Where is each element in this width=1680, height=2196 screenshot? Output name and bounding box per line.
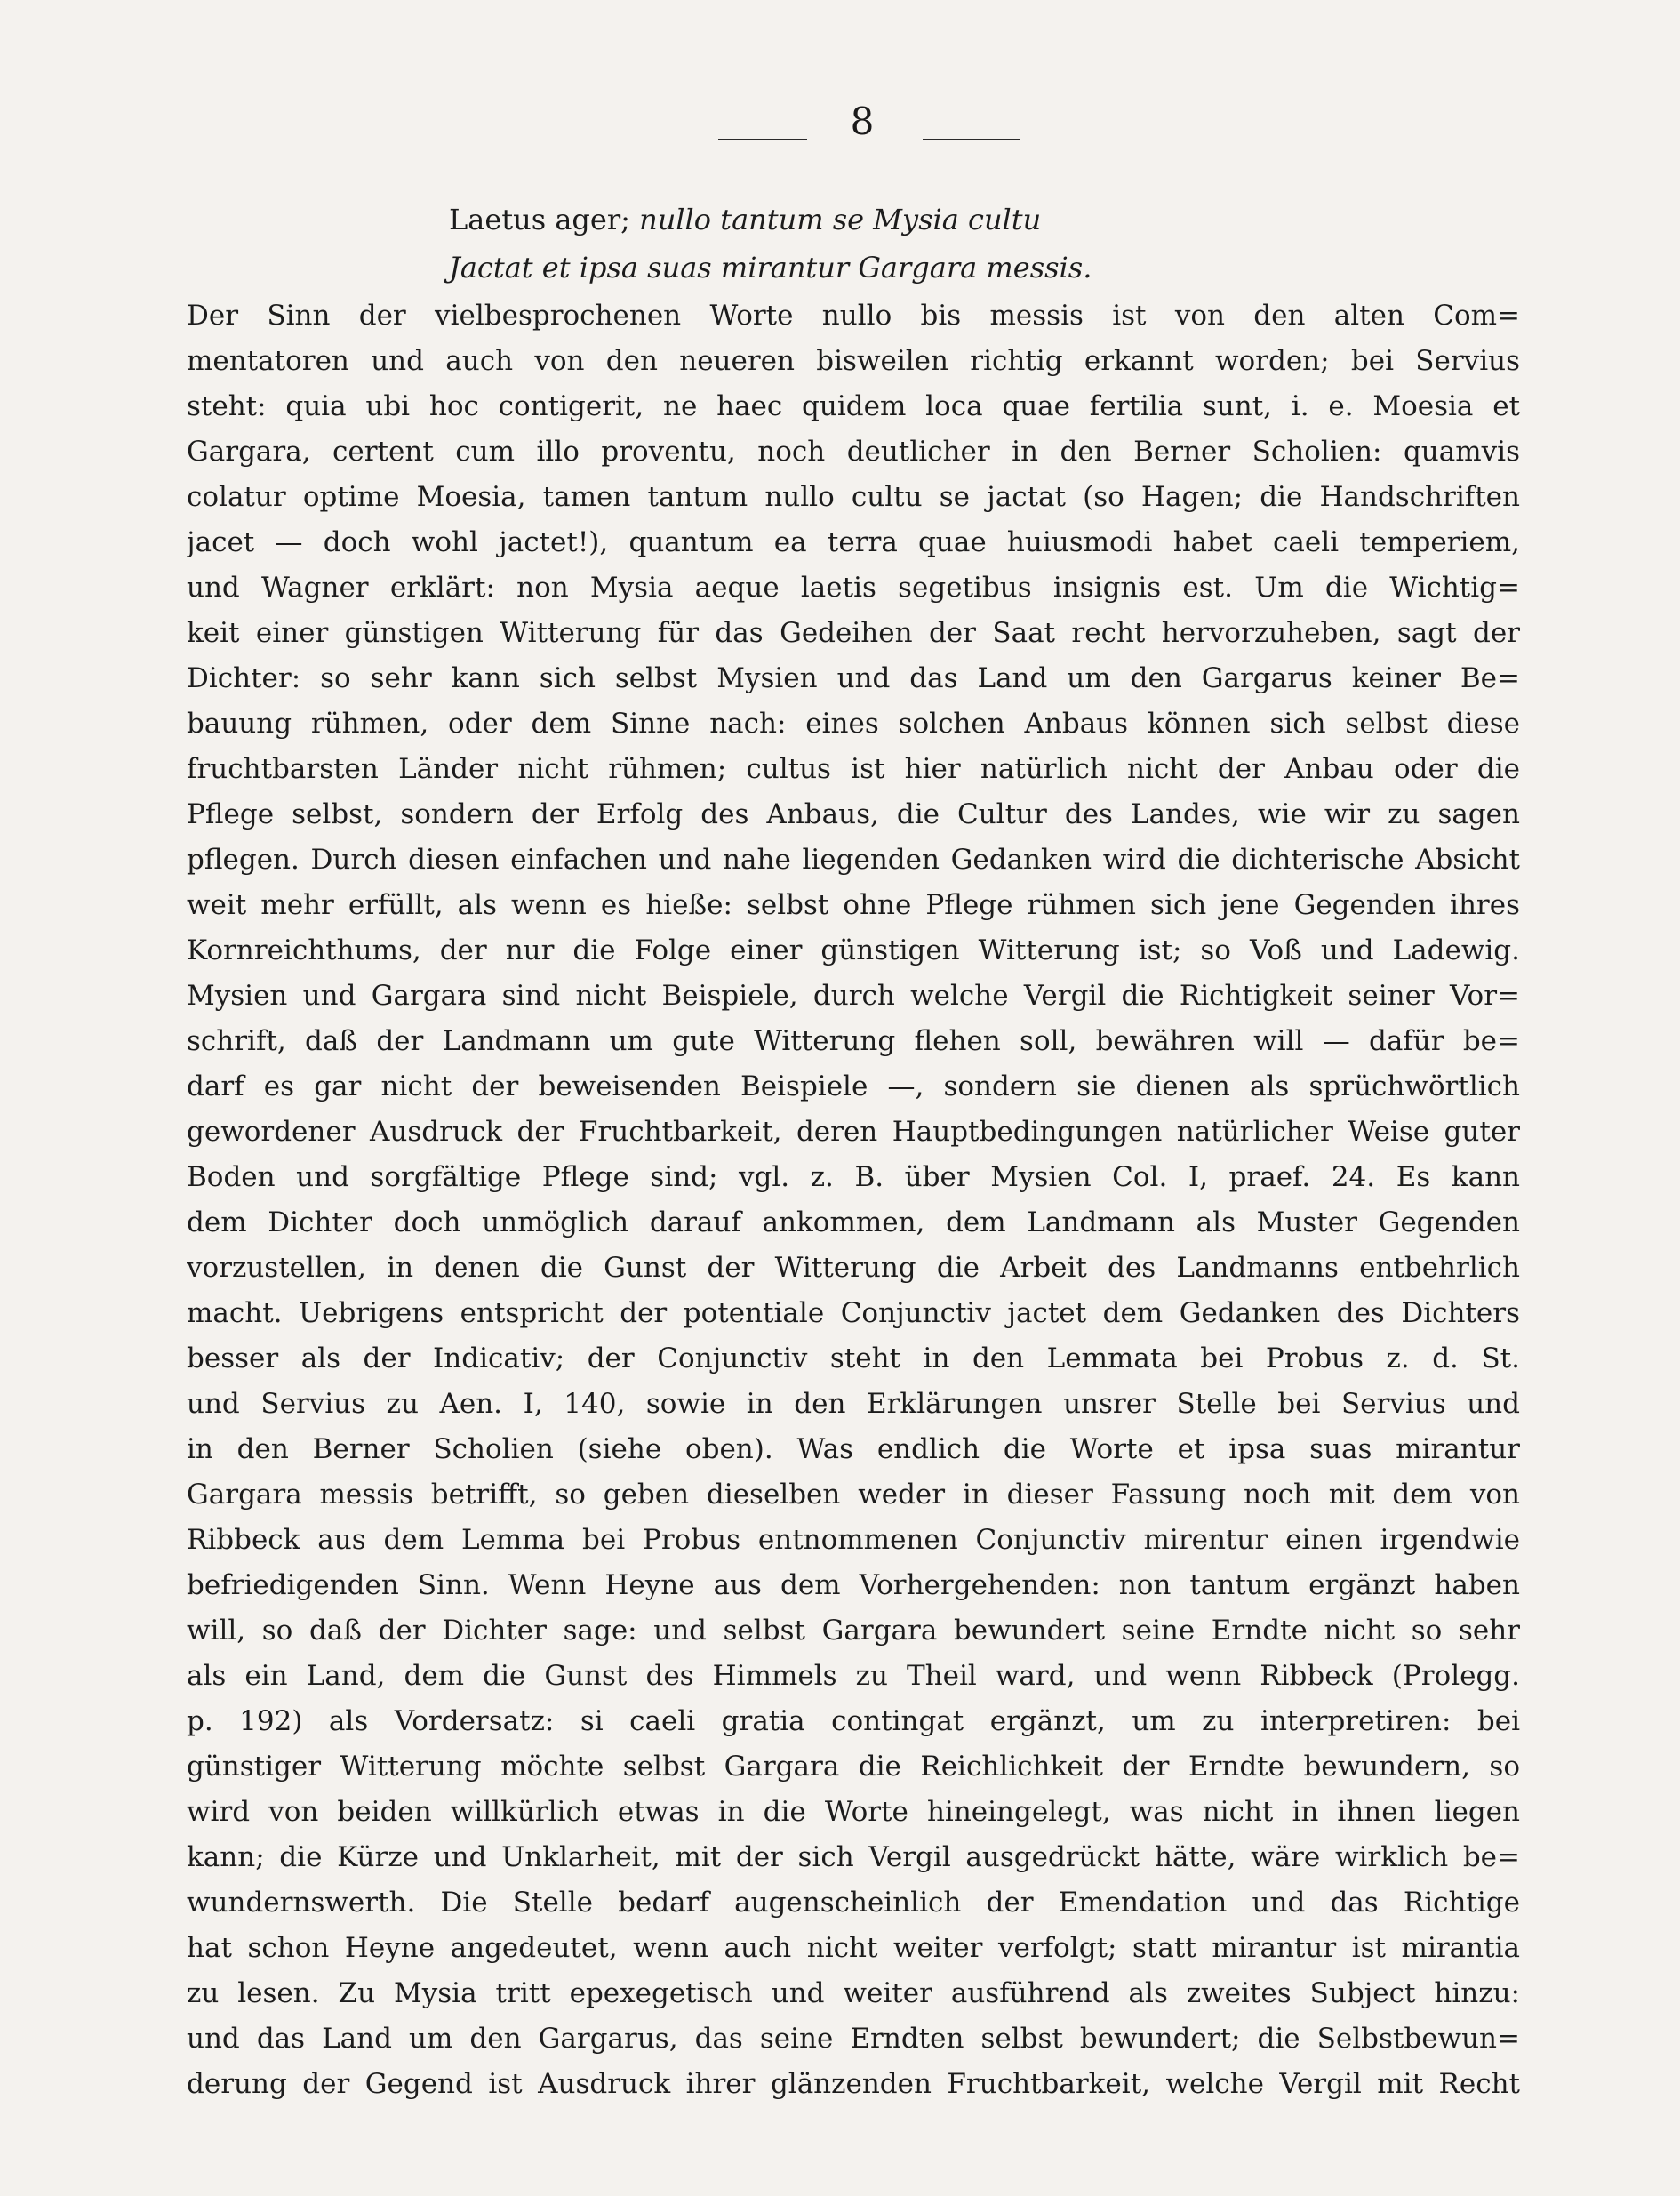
verse-line-1-roman: Laetus ager; bbox=[449, 203, 640, 236]
header-rule-right bbox=[923, 139, 1020, 140]
body-line: p. 192) als Vordersatz: si caeli gratia contingat ergänzt, um zu interpretiren: bei bbox=[187, 1705, 1520, 1737]
body-line: Ribbeck aus dem Lemma bei Probus entnommenen Conjunctiv mirentur einen irgendwie bbox=[187, 1524, 1520, 1556]
body-line: befriedigenden Sinn. Wenn Heyne aus dem Vorhergehenden: non tantum ergänzt haben bbox=[187, 1569, 1520, 1601]
body-line: Kornreichthums, der nur die Folge einer günstigen Witterung ist; so Voß und Ladewig. bbox=[187, 934, 1520, 966]
verse-line-2 bbox=[449, 244, 1516, 292]
body-line: und Servius zu Aen. I, 140, sowie in den Erklärungen unsrer Stelle bei Servius und bbox=[187, 1388, 1520, 1420]
body-line: bauung rühmen, oder dem Sinne nach: eines solchen Anbaus können sich selbst diese bbox=[187, 708, 1520, 740]
body-line: Pflege selbst, sondern der Erfolg des Anbaus, die Cultur des Landes, wie wir zu sagen bbox=[187, 798, 1520, 830]
body-line: günstiger Witterung möchte selbst Gargara die Reichlichkeit der Erndte bewundern, so bbox=[187, 1751, 1520, 1783]
body-line: colatur optime Moesia, tamen tantum nullo cultu se jactat (so Hagen; die Handschriften bbox=[187, 481, 1520, 513]
body-line: fruchtbarsten Länder nicht rühmen; cultus ist hier natürlich nicht der Anbau oder die bbox=[187, 753, 1520, 785]
body-line: will, so daß der Dichter sage: und selbst Gargara bewundert seine Erndte nicht so sehr bbox=[187, 1615, 1520, 1647]
body-line: hat schon Heyne angedeutet, wenn auch nicht weiter verfolgt; statt mirantur ist mirantia bbox=[187, 1932, 1520, 1964]
body-line: macht. Uebrigens entspricht der potentiale Conjunctiv jactet dem Gedanken des Dichters bbox=[187, 1297, 1520, 1329]
body-line: Der Sinn der vielbesprochenen Worte nullo bis messis ist von den alten Com= bbox=[187, 300, 1520, 332]
body-text bbox=[187, 293, 1520, 2107]
body-line: und Wagner erklärt: non Mysia aeque laetis segetibus insignis est. Um die Wichtig= bbox=[187, 572, 1520, 604]
body-line: jacet — doch wohl jactet!), quantum ea terra quae huiusmodi habet caeli temperiem, bbox=[187, 526, 1520, 558]
body-line: wundernswerth. Die Stelle bedarf augenscheinlich der Emendation und das Richtige bbox=[187, 1887, 1520, 1919]
body-line: besser als der Indicativ; der Conjunctiv steht in den Lemmata bei Probus z. d. St. bbox=[187, 1342, 1520, 1375]
body-line: derung der Gegend ist Ausdruck ihrer glänzenden Fruchtbarkeit, welche Vergil mit Recht bbox=[187, 2068, 1520, 2100]
body-line: keit einer günstigen Witterung für das Gedeihen der Saat recht hervorzuheben, sagt der bbox=[187, 617, 1520, 649]
body-line: vorzustellen, in denen die Gunst der Witterung die Arbeit des Landmanns entbehrlich bbox=[187, 1252, 1520, 1284]
body-line: mentatoren und auch von den neueren bisweilen richtig erkannt worden; bei Servius bbox=[187, 345, 1520, 377]
body-line: Gargara messis betrifft, so geben dieselben weder in dieser Fassung noch mit dem von bbox=[187, 1479, 1520, 1511]
body-line: als ein Land, dem die Gunst des Himmels zu Theil ward, und wenn Ribbeck (Prolegg. bbox=[187, 1660, 1520, 1692]
body-line: darf es gar nicht der beweisenden Beispiele —, sondern sie dienen als sprüchwörtlich bbox=[187, 1070, 1520, 1102]
page-number: 8 bbox=[850, 100, 875, 143]
body-line: und das Land um den Gargarus, das seine Erndten selbst bewundert; die Selbstbewun= bbox=[187, 2023, 1520, 2055]
body-line: Mysien und Gargara sind nicht Beispiele, durch welche Vergil die Richtigkeit seiner Vor= bbox=[187, 980, 1520, 1012]
verse-line-1 bbox=[449, 196, 1516, 244]
body-line: wird von beiden willkürlich etwas in die Worte hineingelegt, was nicht in ihnen liegen bbox=[187, 1796, 1520, 1828]
body-line: schrift, daß der Landmann um gute Witterung flehen soll, bewähren will — dafür be= bbox=[187, 1025, 1520, 1057]
body-line: Boden und sorgfältige Pflege sind; vgl. z. B. über Mysien Col. I, praef. 24. Es kann bbox=[187, 1161, 1520, 1193]
body-line: Dichter: so sehr kann sich selbst Mysien und das Land um den Gargarus keiner Be= bbox=[187, 662, 1520, 694]
body-line: kann; die Kürze und Unklarheit, mit der sich Vergil ausgedrückt hätte, wäre wirklich be= bbox=[187, 1841, 1520, 1873]
body-line: steht: quia ubi hoc contigerit, ne haec quidem loca quae fertilia sunt, i. e. Moesia et bbox=[187, 390, 1520, 422]
body-line: weit mehr erfüllt, als wenn es hieße: selbst ohne Pflege rühmen sich jene Gegenden ihres bbox=[187, 889, 1520, 921]
body-line: pflegen. Durch diesen einfachen und nahe liegenden Gedanken wird die dichterische Absicht bbox=[187, 844, 1520, 876]
body-line: zu lesen. Zu Mysia tritt epexegetisch und weiter ausführend als zweites Subject hinzu: bbox=[187, 1977, 1520, 2009]
verse-line-1-italic: nullo tantum se Mysia cultu bbox=[639, 203, 1042, 236]
body-line: in den Berner Scholien (siehe oben). Was endlich die Worte et ipsa suas mirantur bbox=[187, 1433, 1520, 1465]
verse-line-2-italic: Jactat et ipsa suas mirantur Gargara messis. bbox=[449, 251, 1092, 285]
body-line: Gargara, certent cum illo proventu, noch deutlicher in den Berner Scholien: quamvis bbox=[187, 436, 1520, 468]
body-line: dem Dichter doch unmöglich darauf ankommen, dem Landmann als Muster Gegenden bbox=[187, 1206, 1520, 1238]
header-rule-left bbox=[718, 139, 807, 140]
body-line: gewordener Ausdruck der Fruchtbarkeit, deren Hauptbedingungen natürlicher Weise guter bbox=[187, 1116, 1520, 1148]
